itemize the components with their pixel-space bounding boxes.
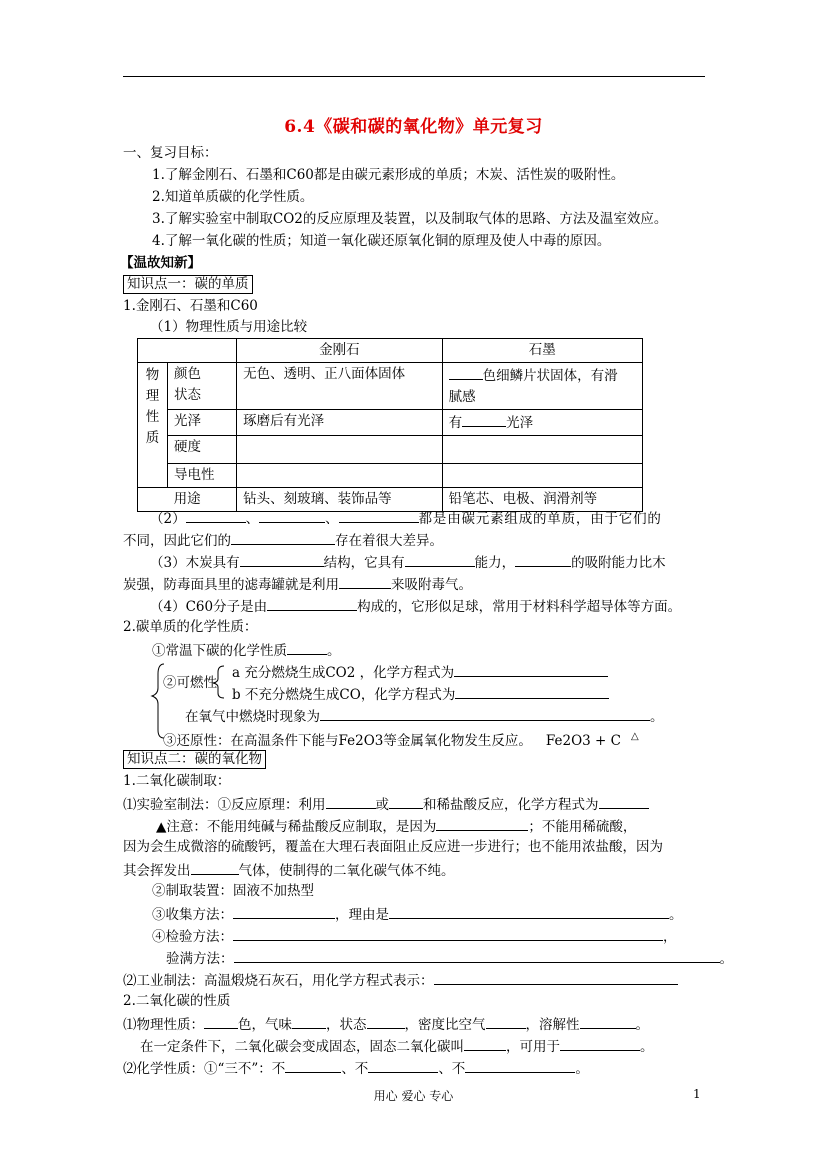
row-hardness-label: 硬度 [168,436,237,464]
knowledge-point-1: 知识点一：碳的单质 [123,275,253,294]
goal-item-2: 2.知道单质碳的化学性质。 [152,189,314,205]
co2-prep-heading: 1.二氧化碳制取： [123,773,231,789]
col-graphite: 石墨 [442,339,642,363]
reducibility: ③还原性：在高温条件下能与Fe2O3等金属氧化物发生反应。 Fe2O3 + C △ [163,731,639,749]
goal-item-1: 1.了解金刚石、石墨和C60都是由碳元素形成的单质；木炭、活性炭的吸附性。 [152,167,625,183]
para-4: （4）C60分子是由 构成的，它形似足球，常用于材料科学超导体等方面。 [150,595,681,617]
para-3-line1: （3）木炭具有 结构，它具有 能力， 的吸附能力比木 [150,551,666,573]
physical-group-label: 物 理 性 质 [138,363,168,488]
header-rule [123,76,705,77]
graphite-hardness [442,436,642,464]
knowledge-point-2: 知识点二：碳的氧化物 [123,750,266,769]
goal-item-4: 4.了解一氧化碳的性质；知道一氧化碳还原氧化铜的原理及使人中毒的原因。 [152,233,611,249]
para-2-line1: （2） 、 、 都是由碳元素组成的单质，由于它们的 [150,507,662,529]
full-test-method: 验满方法： 。 [166,947,733,969]
industry-method: ⑵工业制法：高温煅烧石灰石，用化学方程式表示： [123,969,678,991]
diamond-hardness [237,436,442,464]
page-footer: 用心 爱心 专心 [373,1089,454,1103]
graphite-conductivity [442,464,642,488]
para-2-line2: 不同，因此它们的 存在着很大差异。 [123,529,443,551]
combustion-incomplete: b 不充分燃烧生成CO，化学方程式为 [232,683,609,705]
lab-method: ⑴实验室制法：①反应原理：利用 或 和稀盐酸反应，化学方程式为 [123,793,649,815]
row-color-label: 颜色 状态 [168,363,237,410]
co2-props-heading: 2.二氧化碳的性质 [123,993,231,1009]
diamond-use: 钻头、刻玻璃、装饰品等 [237,488,442,512]
physical-props: ⑴物理性质： 色，气味 ，状态 ，密度比空气 ，溶解性 。 [123,1013,649,1035]
combustion-complete: a 充分燃烧生成CO2 ，化学方程式为 [232,661,608,683]
note-line1: ▲注意：不能用纯碱与稀盐酸反应制取，是因为 ；不能用稀硫酸， [156,815,636,837]
table-corner [138,339,237,363]
page-title: 6.4《碳和碳的氧化物》单元复习 [284,117,543,137]
page-number: 1 [693,1087,701,1101]
row-luster-label: 光泽 [168,410,237,436]
note-line3: 其会挥发出 气体，使制得的二氧化碳气体不纯。 [123,859,455,881]
row-use-label: 用途 [138,488,237,512]
diamond-conductivity [237,464,442,488]
note-line2: 因为会生成微溶的硫酸钙，覆盖在大理石表面阻止反应进一步进行；也不能用浓盐酸，因为 [123,839,663,855]
goal-item-3: 3.了解实验室中制取CO2的反应原理及装置，以及制取气体的思路、方法及温室效应。 [152,211,668,227]
dry-ice: 在一定条件下，二氧化碳会变成固态，固态二氧化碳叫 ，可用于 。 [140,1035,654,1057]
combustibility-label: ②可燃性 [163,675,217,691]
chem-prop-1: ①常温下碳的化学性质 。 [152,639,341,661]
section-review-heading: 【温故知新】 [120,255,201,271]
diamond-luster: 琢磨后有光泽 [237,410,442,436]
section2-heading: 2.碳单质的化学性质： [123,619,258,635]
device: ②制取装置：固液不加热型 [152,883,314,899]
chemical-props: ⑵化学性质：①“三不”：不 、不 、不 。 [123,1057,589,1079]
goals-heading: 一、复习目标： [123,145,218,161]
graphite-color: 色细鳞片状固体，有滑 腻感 [442,363,642,410]
section1-sub1: （1）物理性质与用途比较 [150,319,308,335]
graphite-use: 铅笔芯、电极、润滑剂等 [442,488,642,512]
col-diamond: 金刚石 [237,339,442,363]
section1-heading: 1.金刚石、石墨和C60 [123,298,258,314]
combustion-phenomenon: 在氧气中燃烧时现象为 。 [185,705,664,727]
properties-table [137,338,643,512]
para-3-line2: 炭强，防毒面具里的滤毒罐就是利用 来吸附毒气。 [123,573,472,595]
graphite-luster: 有 光泽 [442,410,642,436]
row-conductivity-label: 导电性 [168,464,237,488]
test-method: ④检验方法： ， [152,925,677,947]
diamond-color: 无色、透明、正八面体固体 [237,363,442,410]
collect-method: ③收集方法： ，理由是 。 [152,903,683,925]
